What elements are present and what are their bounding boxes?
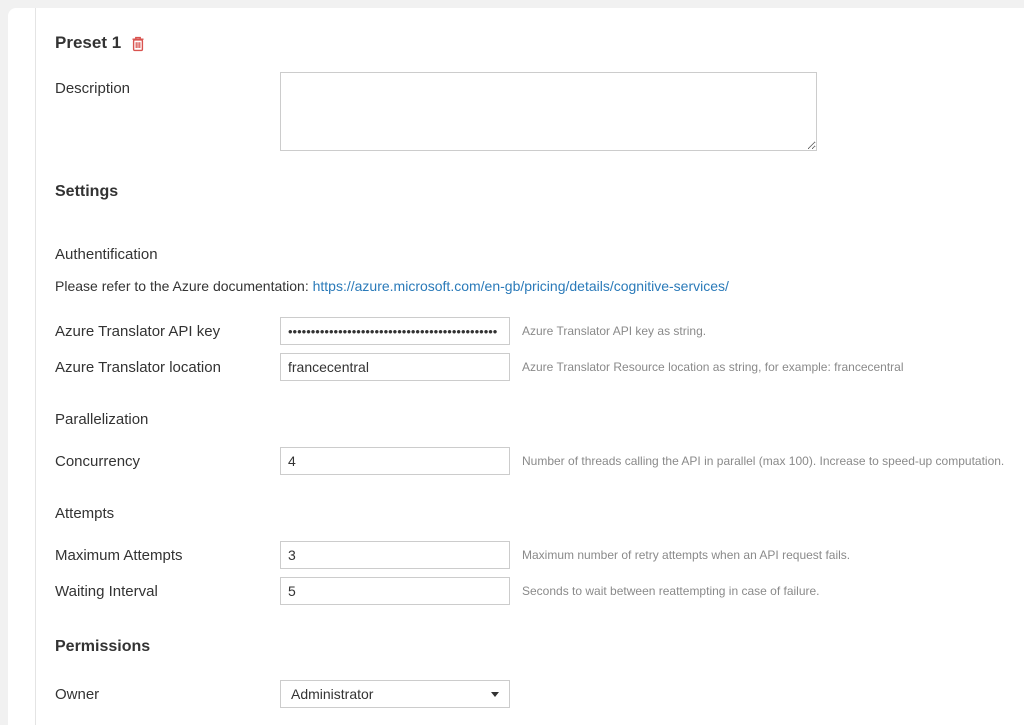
permissions-heading: Permissions [55,638,151,655]
maximum-attempts-row [55,541,1024,569]
location-label: Azure Translator location [55,358,221,376]
preset-form [36,8,1024,725]
attempts-heading: Attempts [55,505,115,522]
maximum-attempts-help: Maximum number of retry attempts when an API request fails. [522,548,851,562]
settings-panel [8,8,1024,725]
description-label: Description [55,80,131,97]
maximum-attempts-label: Maximum Attempts [55,546,183,564]
concurrency-help: Number of threads calling the API in parallel (max 100). Increase to speed-up computation. [522,454,1005,468]
waiting-interval-input[interactable] [280,577,510,605]
preset-header [55,32,1024,54]
api-key-label: Azure Translator API key [55,322,221,340]
trash-icon [130,35,146,52]
chevron-down-icon [491,692,499,697]
waiting-interval-label: Waiting Interval [55,582,158,600]
api-key-help: Azure Translator API key as string. [522,324,707,338]
azure-doc-note-text: Please refer to the Azure documentation: [55,278,309,294]
location-input[interactable] [280,353,510,381]
location-help: Azure Translator Resource location as string, for example: francecentral [522,360,904,374]
owner-row [55,680,1024,708]
owner-select-value: Administrator [291,686,374,702]
concurrency-input[interactable] [280,447,510,475]
authentification-heading: Authentification [55,246,158,263]
azure-doc-note [55,277,1024,295]
owner-select[interactable] [280,680,510,708]
delete-preset-button[interactable] [129,34,147,52]
location-row [55,353,1024,381]
settings-heading: Settings [55,183,119,200]
api-key-input[interactable] [280,317,510,345]
concurrency-label: Concurrency [55,452,141,470]
api-key-row [55,317,1024,345]
waiting-interval-row [55,577,1024,605]
maximum-attempts-input[interactable] [280,541,510,569]
azure-doc-link[interactable]: https://azure.microsoft.com/en-gb/pricing/details/cognitive-services/ [312,278,729,294]
concurrency-row [55,447,1024,475]
waiting-interval-help: Seconds to wait between reattempting in case of failure. [522,584,820,598]
parallelization-heading: Parallelization [55,411,149,428]
description-row [55,72,1024,151]
owner-label: Owner [55,685,100,703]
preset-title: Preset 1 [55,33,122,52]
description-textarea[interactable] [280,72,817,151]
